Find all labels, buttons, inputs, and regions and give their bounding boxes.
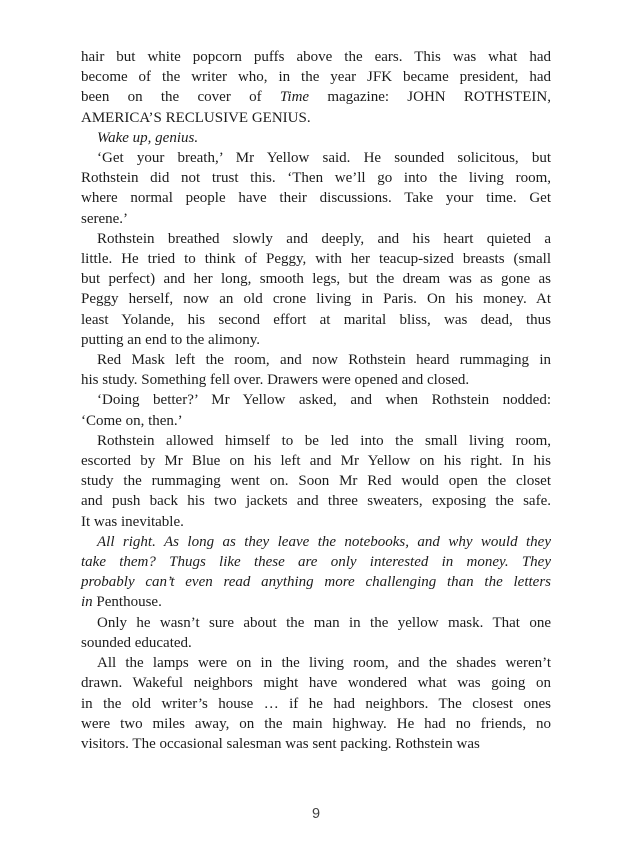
paragraph bbox=[81, 431, 551, 532]
text-segment: ‘Doing better?’ Mr Yellow asked, and when Rothstein nodded: bbox=[97, 392, 551, 409]
text-segment: in the old writer’s house … if he had neighbors. The closest ones bbox=[81, 695, 551, 712]
text-line bbox=[81, 87, 551, 107]
text-segment: ‘Get your breath,’ Mr Yellow said. He sounded solicitous, but bbox=[97, 150, 551, 167]
text-line bbox=[81, 310, 551, 330]
text-line bbox=[81, 168, 551, 188]
paragraph bbox=[81, 128, 551, 148]
text-segment: putting an end to the alimony. bbox=[81, 331, 260, 348]
text-line bbox=[81, 209, 551, 229]
text-line bbox=[81, 714, 551, 734]
text-segment: Rothstein allowed himself to be led into the small living room, bbox=[97, 432, 551, 449]
text-line bbox=[81, 289, 551, 309]
text-line bbox=[81, 572, 551, 592]
paragraph bbox=[81, 613, 551, 653]
text-segment: his study. Something fell over. Drawers were opened and closed. bbox=[81, 372, 470, 389]
text-segment: where normal people have their discussions. Take your time. Get bbox=[81, 190, 551, 207]
text-segment: It was inevitable. bbox=[81, 513, 184, 530]
text-line bbox=[81, 673, 551, 693]
text-segment: become of the writer who, in the year JFK became president, had bbox=[81, 69, 551, 86]
text-line bbox=[81, 188, 551, 208]
text-segment: All the lamps were on in the living room, and the shades weren’t bbox=[97, 655, 551, 672]
paragraph bbox=[81, 47, 551, 128]
text-line bbox=[81, 491, 551, 511]
text-line bbox=[81, 108, 551, 128]
text-segment: Rothstein breathed slowly and deeply, and his heart quieted a bbox=[97, 230, 551, 247]
text-line bbox=[81, 613, 551, 633]
page-text bbox=[81, 47, 551, 754]
text-line bbox=[81, 451, 551, 471]
italic-text-segment: All right. As long as they leave the notebooks, and why would they bbox=[97, 533, 551, 550]
text-segment: hair but white popcorn puffs above the ears. This was what had bbox=[81, 49, 551, 65]
text-segment: Peggy herself, now an old crone living in Paris. On his money. At bbox=[81, 291, 551, 308]
text-line bbox=[81, 47, 551, 67]
italic-text-segment: Time bbox=[279, 89, 310, 106]
paragraph bbox=[81, 350, 551, 390]
text-line bbox=[81, 350, 551, 370]
text-segment: Penthouse. bbox=[92, 594, 162, 611]
page-number: 9 bbox=[311, 806, 321, 822]
text-line bbox=[81, 532, 551, 552]
text-segment: but perfect) and her long, smooth legs, but the dream was as gone as bbox=[81, 271, 551, 288]
text-segment: visitors. The occasional salesman was sent packing. Rothstein was bbox=[81, 735, 480, 752]
text-line bbox=[81, 269, 551, 289]
text-line bbox=[81, 148, 551, 168]
text-line bbox=[81, 128, 551, 148]
text-segment: Rothstein did not trust this. ‘Then we’ll go into the living room, bbox=[81, 170, 551, 187]
text-segment: drawn. Wakeful neighbors might have wondered what was going on bbox=[81, 675, 551, 692]
text-segment: serene.’ bbox=[81, 210, 129, 227]
text-line bbox=[81, 229, 551, 249]
paragraph bbox=[81, 148, 551, 229]
text-segment: and push back his two jackets and three sweaters, exposing the safe. bbox=[81, 493, 551, 510]
text-line bbox=[81, 552, 551, 572]
text-segment: little. He tried to think of Peggy, with her teacup-sized breasts (small bbox=[81, 251, 551, 268]
text-line bbox=[81, 512, 551, 532]
text-line bbox=[81, 633, 551, 653]
text-segment: magazine: JOHN ROTHSTEIN, bbox=[309, 89, 552, 106]
italic-text-segment: probably can’t even read anything more challenging than the letters bbox=[81, 574, 551, 591]
text-segment: least Yolande, his second effort at marital bliss, was dead, thus bbox=[81, 311, 551, 328]
text-line bbox=[81, 653, 551, 673]
text-segment: sounded educated. bbox=[81, 634, 192, 651]
text-line bbox=[81, 330, 551, 350]
text-line bbox=[81, 390, 551, 410]
text-segment: Only he wasn’t sure about the man in the yellow mask. That one bbox=[97, 614, 551, 631]
text-segment: been on the cover of bbox=[81, 89, 280, 106]
text-segment: ‘Come on, then.’ bbox=[81, 412, 183, 429]
text-segment: escorted by Mr Blue on his left and Mr Yellow on his right. In his bbox=[81, 453, 551, 470]
text-line bbox=[81, 431, 551, 451]
text-line bbox=[81, 734, 551, 754]
italic-text-segment: in bbox=[81, 594, 93, 611]
text-segment: AMERICA’S RECLUSIVE GENIUS. bbox=[81, 109, 311, 126]
paragraph bbox=[81, 532, 551, 613]
italic-text-segment: Wake up, genius. bbox=[97, 129, 199, 146]
italic-text-segment: take them? Thugs like these are only interested in money. They bbox=[81, 554, 551, 571]
text-line bbox=[81, 411, 551, 431]
text-line bbox=[81, 694, 551, 714]
text-line bbox=[81, 249, 551, 269]
text-segment: were two miles away, on the main highway. He had no friends, no bbox=[81, 715, 551, 732]
paragraph bbox=[81, 390, 551, 430]
paragraph bbox=[81, 653, 551, 754]
text-line bbox=[81, 67, 551, 87]
text-line bbox=[81, 471, 551, 491]
text-segment: Red Mask left the room, and now Rothstein heard rummaging in bbox=[97, 352, 551, 369]
text-line bbox=[81, 370, 551, 390]
paragraph bbox=[81, 229, 551, 350]
text-line bbox=[81, 592, 551, 612]
text-segment: study the rummaging went on. Soon Mr Red would open the closet bbox=[81, 473, 551, 490]
